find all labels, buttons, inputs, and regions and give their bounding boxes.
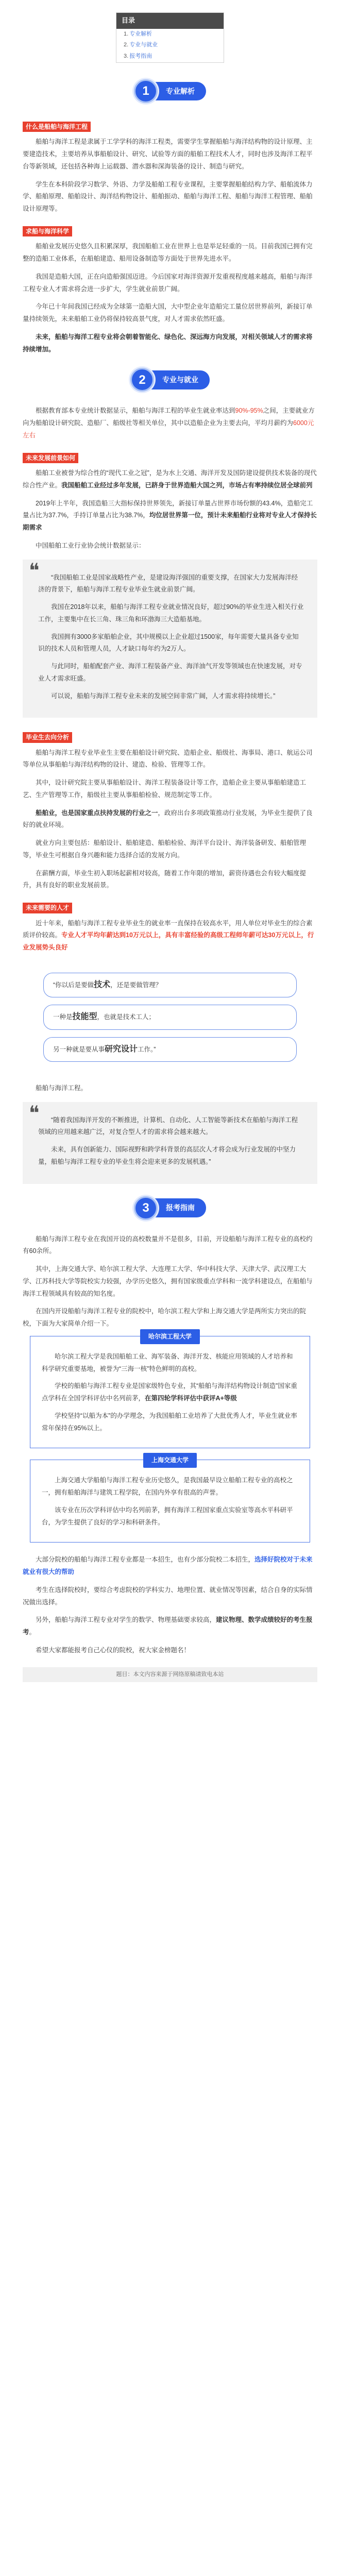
table-of-contents — [116, 12, 224, 63]
subheading: 求船与海洋科学 — [23, 226, 72, 236]
paragraph: 船舶与海洋工程是隶属于工学学科的海洋工程类，需要学生掌握船舶与海洋结构物的设计原理、主要建造技术，主要培养从事船舶设计、研究、试验等方面的船舶工程技术人才，同时也涉及海洋工程平台等新领域，还包括各种海上运载器、潜水器和深海装备的设计、制造与研究。 — [23, 138, 313, 170]
paragraph: 其中，设计研究院主要从事船舶设计、海洋工程装备设计等工作，造船企业主要从事船舶建造工艺、生产管理等工作，船级社主要从事船舶检验、规范制定等工作。 — [23, 779, 307, 799]
quote-paragraph: “我国船舶工业是国家战略性产业，是建设海洋强国的重要支撑，在国家大力发展海洋经济的背景下，船舶与海洋工程专业毕业生就业前景广阔。 — [38, 573, 298, 594]
section-banner-1 — [23, 76, 317, 106]
paragraph: 希望大家都能报考自己心仪的院校，祝大家金榜题名！ — [36, 1646, 191, 1654]
bubble-list — [23, 961, 317, 1073]
quote-paragraph: 我国拥有3000多家船舶企业，其中规模以上企业超过1500家，每年需要大量具备专业知识的技术人员和管理人员，人才缺口每年约为2万人。 — [38, 633, 299, 653]
toc-title: 目录 — [116, 13, 224, 29]
paragraph: 在薪酬方面，毕业生初入职场起薪相对较高，随着工作年限的增加，薪资待遇也会有较大幅度提升，具有良好的职业发展前景。 — [23, 869, 307, 889]
bubble-item: 一种是技能型，也就是技术工人； — [43, 1005, 297, 1029]
section-banner-3 — [23, 1193, 317, 1223]
university-card-sjtu — [30, 1456, 310, 1543]
quote-paragraph: 与此同时，船舶配套产业、海洋工程装备产业、海洋油气开发等领域也在快速发展，对专业人才需求旺盛。 — [38, 663, 302, 682]
paragraph: 学校坚持“以船为本”的办学理念，为我国船舶工业培养了大批优秀人才，毕业生就业率常年保持在95%以上。 — [42, 1412, 297, 1432]
subheading: 未来发展前景如何 — [23, 453, 78, 463]
quote-mark-icon: ❝ — [29, 1101, 40, 1124]
paragraph: 哈尔滨工程大学是我国船舶工业、海军装备、海洋开发、核能应用领域的人才培养和科学研究重要基地，被誉为“三海一核”特色鲜明的高校。 — [42, 1352, 293, 1372]
quote-paragraph: 未来，具有创新能力、国际视野和跨学科背景的高层次人才将会成为行业发展的中坚力量，船舶与海洋工程专业的毕业生将会迎来更多的发展机遇。” — [38, 1146, 296, 1165]
footer-note: 题目：本文内容来源于网络原稿请致电本站 — [23, 1667, 317, 1682]
quote-paragraph: 我国在2018年以来，船舶与海洋工程专业就业情况良好，超过90%的毕业生进入相关行业工作，主要集中在长三角、珠三角和环渤海三大造船基地。 — [38, 603, 304, 623]
paragraph: 上海交通大学船舶与海洋工程专业历史悠久，是我国最早设立船舶工程专业的高校之一，拥有船舶海洋与建筑工程学院，在国内外享有很高的声誉。 — [42, 1477, 293, 1497]
paragraph: 根据教育部本专业统计数据显示，船舶与海洋工程的毕业生就业率达到90%-95%之间，主要就业方向为船舶设计研究院、造船厂、船级社等相关单位，其中以造船企业为主要去向，平均月薪约为6000元左右 — [23, 407, 315, 439]
section-number-badge: 1 — [134, 79, 158, 103]
quote-mark-icon: ❝ — [29, 558, 40, 582]
subheading: 毕业生去向分析 — [23, 732, 72, 742]
paragraph: 船舶与海洋工程专业毕业生主要在船舶设计研究院、造船企业、船级社、海事局、港口、航运公司等单位从事船舶与海洋结构物的设计、建造、检验、管理等工作。 — [23, 749, 313, 769]
paragraph: 船舶工业被誉为综合性的“现代工业之冠”，是为水上交通、海洋开发及国防建设提供技术装备的现代综合性产业。我国船舶工业经过多年发展，已跻身于世界造船大国之列，市场占有率持续位居全球前列 — [23, 469, 317, 489]
paragraph: 未来，船舶与海洋工程专业将会朝着智能化、绿色化、深远海方向发展，对相关领域人才的需求将持续增加。 — [23, 333, 313, 353]
subheading: 未来需要的人才 — [23, 903, 72, 913]
university-card-harbin — [30, 1332, 310, 1449]
paragraph: 就业方向主要包括：船舶设计、船舶建造、船舶检验、海洋平台设计、海洋装备研发、船舶管理等，毕业生可根据自身兴趣和能力选择合适的发展方向。 — [23, 839, 307, 859]
section-number-badge: 2 — [130, 368, 154, 392]
section-title: 专业解析 — [152, 82, 206, 101]
paragraph: 在国内开设船舶与海洋工程专业的院校中，哈尔滨工程大学和上海交通大学是两所实力突出的院校，下面为大家简单介绍一下。 — [23, 1308, 307, 1328]
paragraph: 我国是造船大国，正在向造船强国迈进。今后国家对海洋资源开发重视程度越来越高，船舶与海洋工程专业人才需求将会进一步扩大，学生就业前景广阔。 — [23, 273, 313, 293]
paragraph: 该专业在历次学科评估中均名列前茅，拥有海洋工程国家重点实验室等高水平科研平台，为学生提供了良好的学习和科研条件。 — [42, 1506, 293, 1526]
subheading: 什么是船舶与海洋工程 — [23, 122, 91, 132]
section-banner-2 — [23, 365, 317, 395]
quote-paragraph: “随着我国海洋开发的不断推进，计算机、自动化、人工智能等新技术在船舶与海洋工程领域的应用越来越广泛，对复合型人才的需求将会越来越大。 — [38, 1116, 298, 1136]
paragraph: 今年已十年间我国已经成为全球第一造船大国，大中型企业年造船完工量位居世界前列，新接订单量持续领先，未来船舶工业仍将保持较高景气度，对人才需求依然旺盛。 — [23, 303, 313, 323]
section-title: 报考指南 — [152, 1198, 206, 1217]
paragraph: 船舶业，也是国家重点扶持发展的行业之一，政府出台多项政策推动行业发展，为毕业生提供了良好的就业环境。 — [23, 809, 313, 829]
toc-item-3[interactable]: 3. 报考指南 — [124, 53, 152, 60]
section-number-badge: 3 — [134, 1196, 158, 1220]
paragraph: 船舶业发展历史悠久且积累深厚，我国船舶工业在世界上也是举足轻重的一员。目前我国已拥有完整的造船工业体系，在船舶建造、船用设备制造等方面处于世界先进水平。 — [23, 243, 313, 263]
paragraph: 船舶与海洋工程专业在我国开设的高校数量并不是很多，目前，开设船舶与海洋工程专业的高校约有60余所。 — [23, 1235, 313, 1255]
paragraph: 其中，上海交通大学、哈尔滨工程大学、大连理工大学、华中科技大学、天津大学、武汉理工大学、江苏科技大学等院校实力较强，办学历史悠久，拥有国家级重点学科和一流学科建设点，在船舶与海洋工程领域具有较高的知名度。 — [23, 1265, 313, 1297]
paragraph: 船舶与海洋工程。 — [36, 1084, 88, 1092]
paragraph: 考生在选择院校时，要综合考虑院校的学科实力、地理位置、就业情况等因素，结合自身的实际情况做出选择。 — [23, 1586, 313, 1606]
paragraph: 另外，船舶与海洋工程专业对学生的数学、物理基础要求较高，建议物理、数学成绩较好的考生报考。 — [23, 1616, 313, 1636]
bubble-item: “你以后是要做技术，还是要做管理？ — [43, 973, 297, 997]
section-title: 专业与就业 — [149, 370, 210, 389]
university-name: 哈尔滨工程大学 — [140, 1329, 200, 1344]
quote-box — [23, 560, 317, 718]
bubble-item: 另一种就是要从事研究设计工作。” — [43, 1037, 297, 1062]
paragraph: 学校的船舶与海洋工程专业是国家级特色专业，其“船舶与海洋结构物设计制造”国家重点学科在全国学科评估中名列前茅，在第四轮学科评估中获评A+等级 — [42, 1382, 297, 1402]
paragraph: 近十年来，船舶与海洋工程专业毕业生的就业率一直保持在较高水平，用人单位对毕业生的综合素质评价较高。专业人才平均年薪达到10万元以上，具有丰富经验的高级工程师年薪可达30万元以上，行业发展势头良好 — [23, 919, 314, 952]
university-name: 上海交通大学 — [143, 1453, 197, 1468]
paragraph: 中国船舶工业行业协会统计数据显示： — [36, 541, 145, 549]
quote-paragraph: 可以说，船舶与海洋工程专业未来的发展空间非常广阔，人才需求将持续增长。” — [51, 692, 276, 700]
paragraph: 学生在本科阶段学习数学、外语、力学及船舶工程专业课程，主要掌握船舶结构力学、船舶流体力学、船舶原理、船舶设计、海洋结构物设计、船舶振动、船舶与海洋工程、船舶与海洋工程管理、船舶设计原理等。 — [23, 180, 313, 213]
toc-item-2[interactable]: 2. 专业与就业 — [124, 42, 158, 48]
paragraph: 2019年上半年，我国造船三大指标保持世界领先，新接订单量占世界市场份额的43.4%，造船完工量占比为37.7%，手持订单量占比为38.7%，均位居世界第一位，预计未来船舶行业将对专业人才保持长期需求 — [23, 499, 317, 531]
paragraph: 大部分院校的船舶与海洋工程专业都是一本招生，也有少部分院校二本招生，选择好院校对于未来就业有很大的帮助 — [23, 1556, 313, 1576]
quote-box — [23, 1102, 317, 1184]
toc-item-1[interactable]: 1. 专业解析 — [124, 30, 152, 37]
